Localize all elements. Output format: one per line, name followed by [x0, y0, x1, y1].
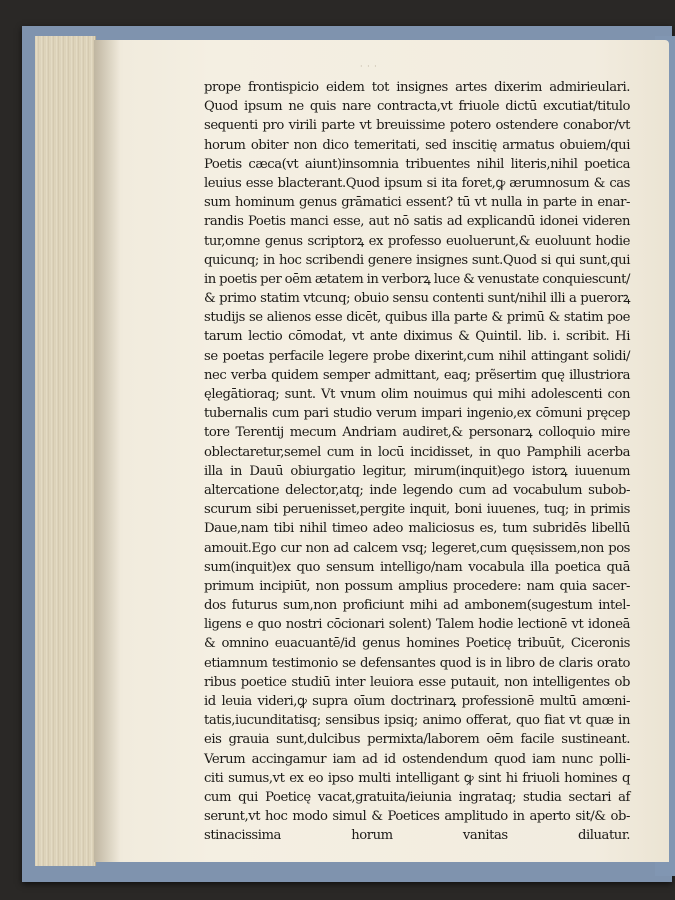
text-line: citi sumus,vt ex eo ipso multi intelligant ꝙ sint hi friuoli homines q: [204, 770, 630, 786]
page-edges: [35, 36, 96, 866]
page-text-block: [204, 78, 630, 846]
text-line: etiamnum testimonio se defensantes quod is in libro de claris orato: [204, 655, 630, 671]
text-line: amouit.Ego cur non ad calcem vsq; legeret,cum quęsissem,non pos: [204, 540, 630, 556]
text-line: prope frontispicio eidem tot insignes artes dixerim admirieulari.: [204, 80, 630, 95]
text-line: Quod ipsum ne quis nare contracta,vt friuole dictū excutiat/titulo: [204, 99, 630, 115]
text-line: quicunq; in hoc scribendi genere insignes sunt.Quod si qui sunt,qui: [204, 252, 630, 268]
text-line: eis grauia sunt,dulcibus permixta/laborem oēm facile sustineant.: [204, 732, 630, 748]
text-line: studijs se alienos esse dicēt, quibus illa parte & primū & statim poe: [204, 310, 630, 326]
text-line: id leuia videri,ꝙ supra oīum doctrinarꝝ professionē multū amœni-: [204, 694, 630, 709]
text-line: illa in Dauū obiurgatio legitur, mirum(inquit)ego istorꝝ iuuenum: [204, 463, 630, 479]
text-line: oblectaretur,semel cum in locū incidisset, in quo Pamphili acerba: [204, 444, 630, 460]
text-line: primum incipiūt, non possum amplius procedere: nam quia sacer-: [204, 578, 630, 594]
text-line: leuius esse blacterant.Quod ipsum si ita foret,ꝙ ærumnosum & cas: [204, 175, 630, 191]
text-line: Poetis cæca(vt aiunt)insomnia tribuentes nihil literis,nihil poetica: [204, 156, 630, 172]
text-line: randis Poetis manci esse, aut nō satis ad explicandū idonei videren: [204, 214, 630, 230]
text-line: dos futurus sum,non proficiunt mihi ad ambonem(sugestum intel-: [204, 598, 630, 614]
text-line: stinacissima horum vanitas diluatur.: [204, 828, 630, 844]
text-line: tore Terentij mecum Andriam audiret,& personarꝝ colloquio mire: [204, 425, 630, 441]
text-line: horum obiter non dico temeritati, sed inscitię armatus obuiem/qui: [204, 137, 630, 153]
text-line: scurum sibi peruenisset,pergite inquit, boni iuuenes, tuq; in primis: [204, 502, 630, 518]
text-line: nec verba quidem semper admittant, eaq; prẽsertim quę illustriora: [204, 367, 630, 383]
text-line: ribus poetice studiū inter leuiora esse putauit, non intelligentes ob: [204, 674, 630, 690]
text-line: sequenti pro virili parte vt breuissime potero ostendere conabor/vt: [204, 118, 630, 134]
running-head: · · ·: [360, 62, 378, 71]
text-line: tur,omne genus scriptorꝝ ex professo euoluerunt,& euoluunt hodie: [204, 233, 630, 249]
text-line: se poetas perfacile legere probe dixerint,cum nihil attingant solidi/: [204, 348, 630, 364]
text-line: ligens e quo nostri cōcionari solent) Talem hodie lectionē vt idoneā: [204, 617, 630, 633]
text-line: Daue,nam tibi nihil timeo adeo maliciosus es, tum subridēs libellū: [204, 521, 630, 537]
text-line: cum qui Poeticę vacat,gratuita/ieiunia ingrataq; studia sectari af: [204, 789, 630, 805]
text-line: sum(inquit)ex quo sensum intelligo/nam vocabula illa poetica quā: [204, 559, 630, 575]
text-line: tarum lectio cōmodat, vt ante diximus & Quintil. lib. i. scribit. Hi: [204, 329, 630, 345]
text-line: & primo statim vtcunq; obuio sensu contenti sunt/nihil illi a puerorꝝ: [204, 291, 630, 307]
text-line: altercatione delector,atq; inde legendo cum ad vocabulum subob-: [204, 482, 630, 498]
text-line: in poetis per oēm ætatem in verborꝝ luce & venustate conquiescunt/: [204, 271, 630, 287]
gutter-shadow: [94, 40, 120, 862]
text-line: & omnino euacuantē/id genus homines Poeticę tribuūt, Ciceronis: [204, 636, 630, 652]
text-line: serunt,vt hoc modo simul & Poetices amplitudo in aperto sit/& ob-: [204, 809, 630, 825]
text-line: sum hominum genus grāmatici essent? tū vt nulla in parte in enar-: [204, 195, 630, 211]
text-line: Verum accingamur iam ad id ostendendum quod iam nunc polli-: [204, 751, 630, 767]
text-line: tubernalis cum pari studio verum impari ingenio,ex cōmuni pręcep: [204, 406, 630, 422]
text-line: ęlegātioraq; sunt. Vt vnum olim nouimus qui mihi adolescenti con: [204, 387, 630, 402]
text-line: tatis,iucunditatisq; sensibus ipsiq; animo offerat, quo fiat vt quæ in: [204, 713, 630, 729]
